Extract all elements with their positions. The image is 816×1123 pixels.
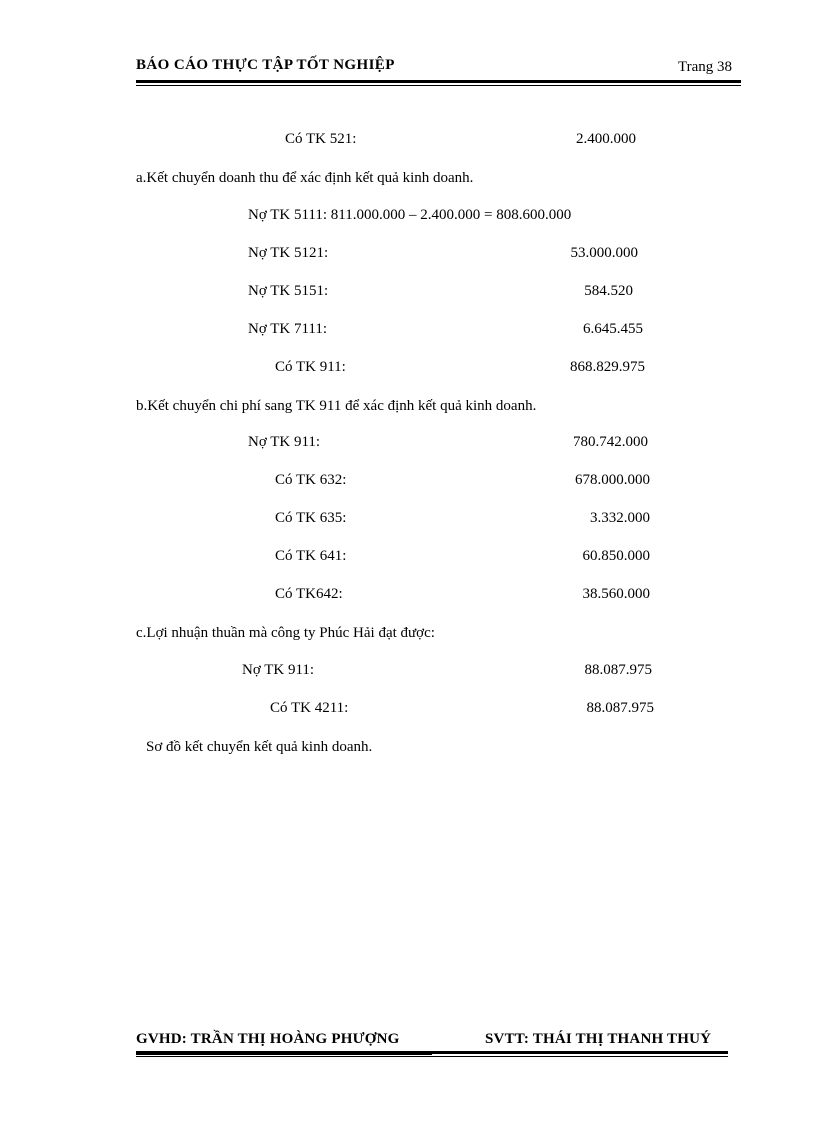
entry-label-no-5121: Nợ TK 5121: — [248, 245, 329, 261]
entry-label-co-641: Có TK 641: — [275, 548, 347, 564]
entry-label-co-642: Có TK642: — [275, 586, 343, 602]
entry-label-co-4211: Có TK 4211: — [270, 700, 349, 716]
footer-student: SVTT: THÁI THỊ THANH THUÝ — [485, 1031, 712, 1047]
header-rule-thin — [136, 85, 741, 86]
page-number: Trang 38 — [678, 59, 733, 75]
entry-label-co-521: Có TK 521: — [285, 131, 357, 147]
entry-amount-co-911-a: 868.829.975 — [570, 359, 645, 375]
entry-amount-co-641: 60.850.000 — [582, 548, 650, 564]
entry-amount-no-911-c: 88.087.975 — [584, 662, 652, 678]
entry-label-no-5151: Nợ TK 5151: — [248, 283, 329, 299]
diagram-caption: Sơ đồ kết chuyển kết quả kinh doanh. — [146, 739, 373, 755]
entry-amount-co-635: 3.332.000 — [590, 510, 650, 526]
entry-label-co-911-a: Có TK 911: — [275, 359, 346, 375]
entry-label-no-911-c: Nợ TK 911: — [242, 662, 315, 678]
header-title: BÁO CÁO THỰC TẬP TỐT NGHIỆP — [136, 57, 395, 73]
entry-amount-co-642: 38.560.000 — [582, 586, 650, 602]
entry-amount-no-7111: 6.645.455 — [583, 321, 643, 337]
entry-no-5111: Nợ TK 5111: 811.000.000 – 2.400.000 = 808.600.000 — [248, 207, 572, 223]
section-heading-b: b.Kết chuyển chi phí sang TK 911 để xác định kết quả kinh doanh. — [136, 398, 537, 414]
entry-amount-co-521: 2.400.000 — [576, 131, 636, 147]
entry-label-no-911-b: Nợ TK 911: — [248, 434, 321, 450]
footer-rule-thin — [136, 1056, 728, 1057]
section-heading-c: c.Lợi nhuận thuần mà công ty Phúc Hải đạt được: — [136, 625, 435, 641]
entry-amount-no-5151: 584.520 — [584, 283, 633, 299]
entry-amount-no-5121: 53.000.000 — [570, 245, 638, 261]
footer-advisor: GVHD: TRẦN THỊ HOÀNG PHƯỢNG — [136, 1031, 400, 1047]
section-heading-a: a.Kết chuyển doanh thu để xác định kết quả kinh doanh. — [136, 170, 474, 186]
entry-label-co-635: Có TK 635: — [275, 510, 347, 526]
entry-label-co-632: Có TK 632: — [275, 472, 347, 488]
header-rule-thick — [136, 80, 741, 83]
entry-amount-co-632: 678.000.000 — [575, 472, 650, 488]
entry-amount-co-4211: 88.087.975 — [586, 700, 654, 716]
entry-label-no-7111: Nợ TK 7111: — [248, 321, 328, 337]
footer-rule-mark — [136, 1053, 432, 1055]
entry-amount-no-911-b: 780.742.000 — [573, 434, 648, 450]
